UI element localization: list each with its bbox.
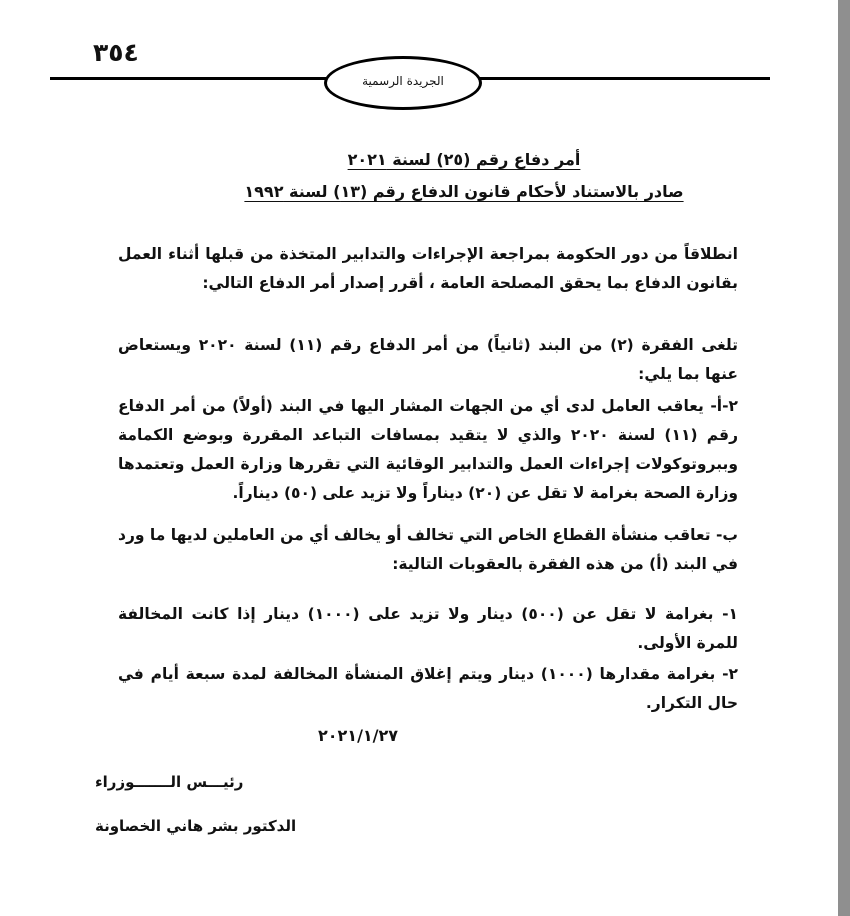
page-number: ٣٥٤ bbox=[93, 38, 139, 67]
item-b-paragraph bbox=[118, 521, 738, 579]
order-date: ٢٠٢١/١/٢٧ bbox=[318, 726, 399, 745]
order-subtitle: صادر بالاستناد لأحكام قانون الدفاع رقم (١٣) لسنة ١٩٩٢ bbox=[244, 182, 684, 201]
item-b-marker: ب- bbox=[715, 526, 738, 544]
cancel-paragraph: تلغى الفقرة (٢) من البند (ثانياً) من أمر الدفاع رقم (١١) لسنة ٢٠٢٠ ويستعاض عنها بما يلي: bbox=[118, 336, 738, 383]
item-a-paragraph bbox=[118, 392, 738, 508]
gazette-name: الجريدة الرسمية bbox=[362, 74, 444, 88]
item-a-text: يعاقب العامل لدى أي من الجهات المشار اليها في البند (أولاً) من أمر الدفاع رقم (١١) لسنة ٢٠٢٠ والذي لا يتقيد بمسافات التباعد المقررة وبوضع الكمامة وببروتوكولات إجراءات العمل والتدابير الوقائية التي تقررها وزارة العمل وتعتمدها وزارة الصحة بغرامة لا تقل عن (٢٠) ديناراً ولا تزيد على (٥٠) ديناراً. bbox=[118, 397, 738, 502]
penalty-2-paragraph bbox=[118, 660, 738, 718]
gazette-seal bbox=[324, 56, 482, 110]
penalty-2-marker: ٢- bbox=[722, 665, 738, 683]
intro-paragraph: انطلاقاً من دور الحكومة بمراجعة الإجراءات والتدابير المتخذة من قبلها أثناء العمل بقانون الدفاع بما يحقق المصلحة العامة ، أقرر إصدار أمر الدفاع التالي: bbox=[118, 245, 738, 292]
penalty-1-marker: ١- bbox=[722, 605, 738, 623]
penalty-1-text: بغرامة لا تقل عن (٥٠٠) دينار ولا تزيد على (١٠٠٠) دينار إذا كانت المخالفة للمرة الأولى. bbox=[118, 605, 738, 652]
penalty-2-text: بغرامة مقدارها (١٠٠٠) دينار ويتم إغلاق المنشأة المخالفة لمدة سبعة أيام في حال التكرار. bbox=[118, 665, 738, 712]
penalty-1-paragraph bbox=[118, 600, 738, 658]
item-a-marker: ٢-أ- bbox=[710, 397, 738, 415]
signatory-name: الدكتور بشر هاني الخصاونة bbox=[95, 817, 297, 835]
item-b-text: تعاقب منشأة القطاع الخاص التي تخالف أو يخالف أي من العاملين لديها ما ورد في البند (أ) من هذه الفقرة بالعقوبات التالية: bbox=[118, 526, 738, 573]
signatory-title: رئيـــس الـــــــوزراء bbox=[95, 773, 244, 791]
order-title: أمر دفاع رقم (٢٥) لسنة ٢٠٢١ bbox=[347, 150, 581, 169]
